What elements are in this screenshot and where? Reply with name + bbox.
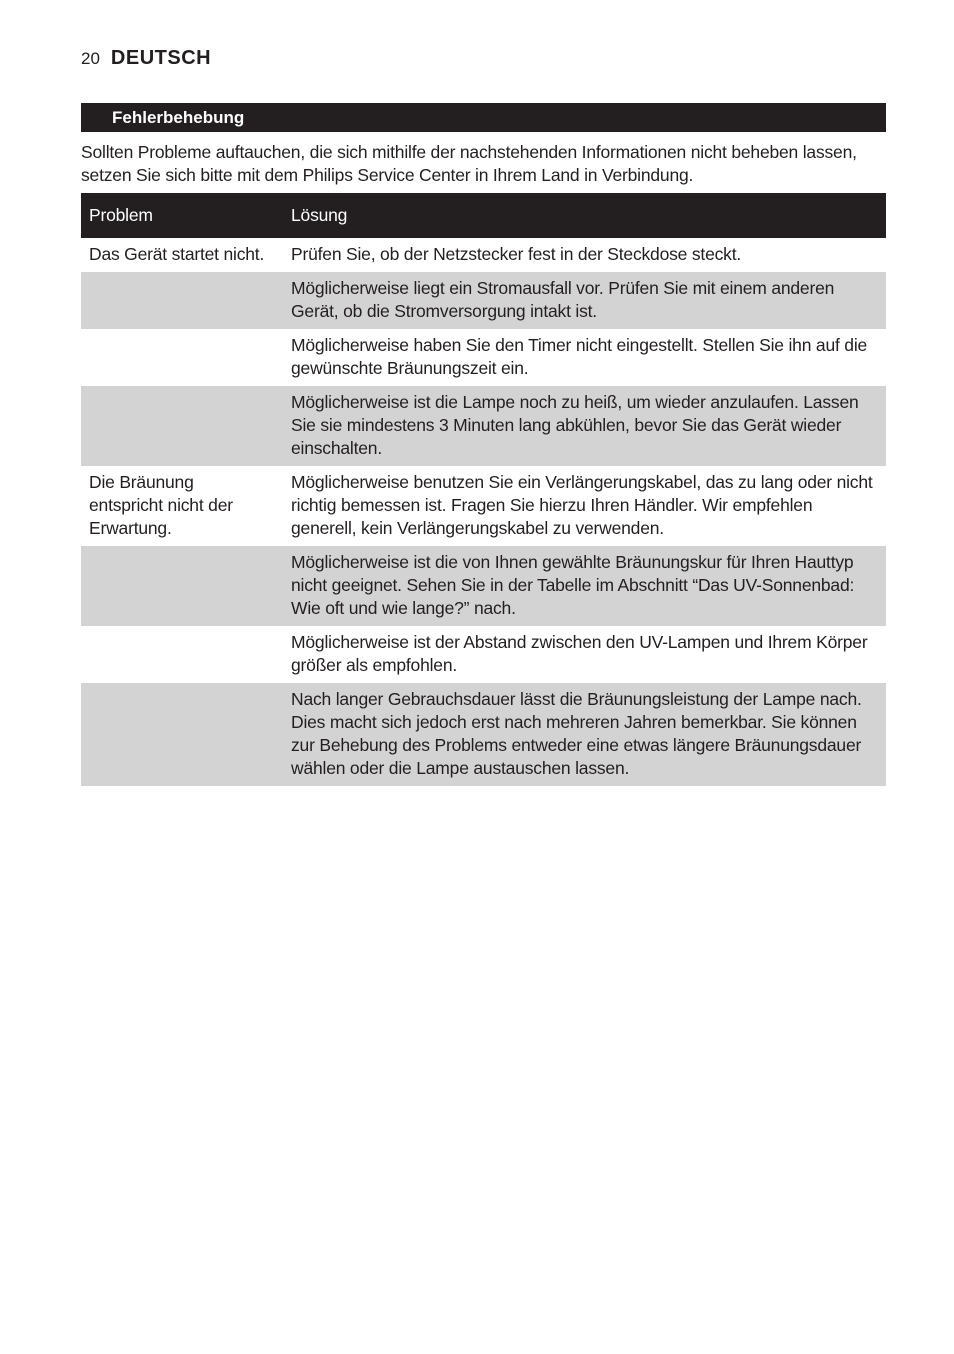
section-title: Fehlerbehebung — [112, 108, 245, 127]
table-row — [81, 238, 886, 272]
page-number: 20 — [81, 49, 100, 68]
problem-cell — [81, 386, 283, 466]
column-header-problem: Problem — [81, 193, 283, 238]
column-header-solution: Lösung — [283, 193, 886, 238]
solution-cell: Möglicherweise benutzen Sie ein Verlängerungskabel, das zu lang oder nicht richtig bemessen ist. Fragen Sie hierzu Ihren Händler. Wir empfehlen generell, kein Verlängerungskabel zu verwenden. — [291, 472, 873, 538]
page-language-heading: DEUTSCH — [110, 47, 212, 69]
table-row — [81, 272, 886, 329]
solution-cell: Möglicherweise liegt ein Stromausfall vor. Prüfen Sie mit einem anderen Gerät, ob die Stromversorgung intakt ist. — [283, 272, 886, 329]
problem-cell — [81, 626, 283, 683]
table-row — [81, 683, 886, 786]
table-row — [81, 626, 886, 683]
troubleshooting-table — [81, 193, 886, 786]
page-header — [81, 47, 211, 73]
problem-cell: Die Bräunung entspricht nicht der Erwartung. — [89, 472, 233, 538]
problem-cell — [81, 546, 283, 626]
section-title-bar — [81, 103, 886, 132]
table-row — [81, 466, 886, 546]
problem-cell — [81, 329, 283, 386]
table-body — [81, 238, 886, 786]
intro-paragraph: Sollten Probleme auftauchen, die sich mithilfe der nachstehenden Informationen nicht beheben lassen, setzen Sie sich bitte mit dem Philips Service Center in Ihrem Land in Verbindung. — [81, 142, 857, 185]
solution-cell: Nach langer Gebrauchsdauer lässt die Bräunungsleistung der Lampe nach. Dies macht sich jedoch erst nach mehreren Jahren bemerkbar. Sie können zur Behebung des Problems entweder eine etwas längere Bräunungsdauer wählen oder die Lampe austauschen lassen. — [283, 683, 886, 786]
table-header-row — [81, 193, 886, 238]
problem-cell — [81, 272, 283, 329]
solution-cell: Möglicherweise haben Sie den Timer nicht eingestellt. Stellen Sie ihn auf die gewünschte Bräunungszeit ein. — [291, 335, 868, 378]
solution-cell: Möglicherweise ist die Lampe noch zu heiß, um wieder anzulaufen. Lassen Sie sie mindestens 3 Minuten lang abkühlen, bevor Sie das Gerät wieder einschalten. — [283, 386, 886, 466]
problem-cell — [81, 683, 283, 786]
table-row — [81, 329, 886, 386]
table-row — [81, 386, 886, 466]
problem-cell: Das Gerät startet nicht. — [89, 244, 265, 264]
solution-cell: Prüfen Sie, ob der Netzstecker fest in der Steckdose steckt. — [291, 244, 742, 264]
solution-cell: Möglicherweise ist der Abstand zwischen den UV-Lampen und Ihrem Körper größer als empfohlen. — [291, 632, 868, 675]
solution-cell: Möglicherweise ist die von Ihnen gewählte Bräunungskur für Ihren Hauttyp nicht geeignet. Sehen Sie in der Tabelle im Abschnitt “Das UV-Sonnenbad: Wie oft und wie lange?” nach. — [283, 546, 886, 626]
table-row — [81, 546, 886, 626]
